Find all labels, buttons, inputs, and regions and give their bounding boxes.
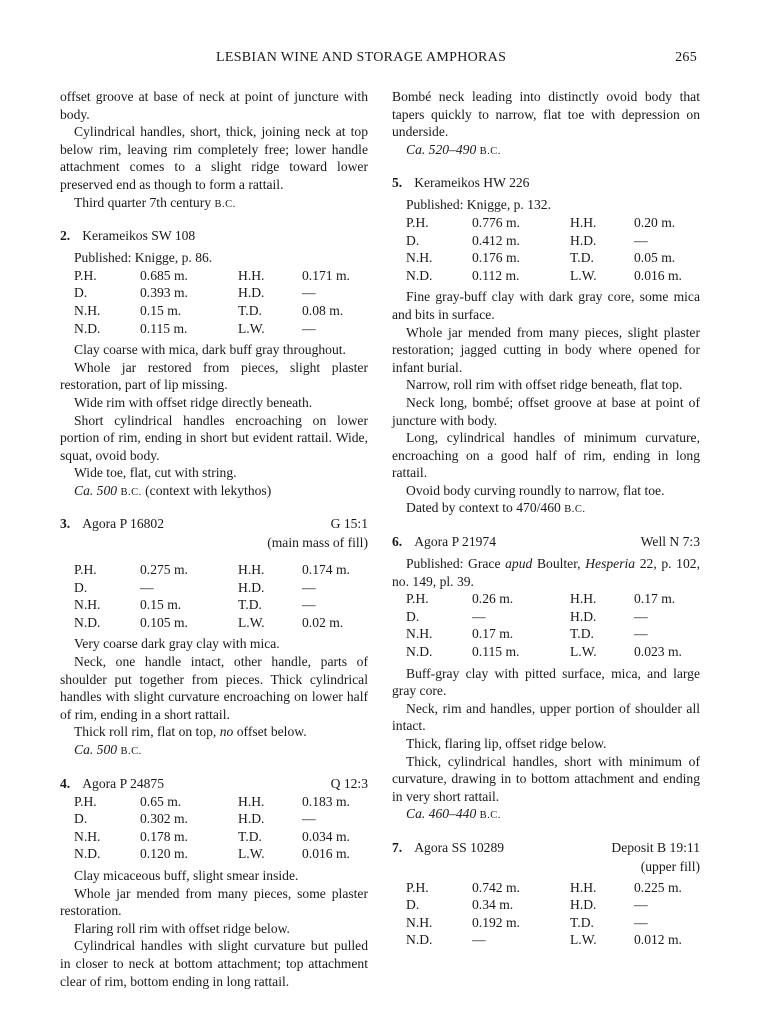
- table-cell: —: [472, 608, 486, 624]
- table-cell: 0.178 m.: [140, 828, 188, 844]
- table-cell: T.D.: [238, 597, 262, 613]
- table-row: [406, 590, 698, 608]
- paragraph: Whole jar restored from pieces, slight plaster restoration, part of lip missing.: [60, 359, 368, 393]
- text-fragment: Boulter,: [536, 556, 581, 572]
- table-cell: L.W.: [238, 614, 265, 630]
- table-row: [406, 625, 698, 643]
- table-cell: 0.776 m.: [472, 214, 520, 230]
- table-row: [74, 793, 366, 811]
- measurements-table: [406, 590, 698, 660]
- table-cell: 0.20 m.: [634, 214, 676, 230]
- deposit-note: (upper fill): [640, 858, 700, 874]
- table-cell: N.D.: [74, 614, 101, 630]
- table-cell: 0.225 m.: [634, 879, 682, 895]
- table-cell: 0.17 m.: [472, 626, 514, 642]
- table-cell: P.H.: [74, 267, 97, 283]
- table-row: [406, 896, 698, 914]
- table-row: [74, 810, 366, 828]
- table-cell: H.D.: [570, 897, 597, 913]
- entry-heading: [392, 533, 700, 551]
- paragraph: Buff-gray clay with pitted surface, mica, and large gray core.: [392, 665, 700, 699]
- date-line: [60, 482, 368, 502]
- table-cell: H.H.: [570, 214, 597, 230]
- entry-number: 4.: [60, 775, 71, 791]
- table-row: [74, 845, 366, 863]
- paragraph: Ovoid body curving roundly to narrow, flat toe.: [406, 482, 665, 498]
- table-cell: —: [634, 608, 648, 624]
- table-cell: H.D.: [570, 232, 597, 248]
- entry-heading: [60, 227, 368, 245]
- table-cell: 0.302 m.: [140, 811, 188, 827]
- publication-line: Published: Knigge, p. 86.: [74, 250, 213, 266]
- date-line: [392, 499, 700, 519]
- table-cell: —: [302, 811, 316, 827]
- table-cell: 0.65 m.: [140, 793, 182, 809]
- table-cell: —: [634, 626, 648, 642]
- table-cell: P.H.: [406, 214, 429, 230]
- table-cell: 0.115 m.: [472, 644, 520, 660]
- table-cell: 0.016 m.: [302, 846, 350, 862]
- date-text: Dated by context to 470/460: [406, 500, 561, 516]
- paragraph: Short cylindrical handles encroaching on lower portion of rim, ending in short but evident rattail. Wide, squat, ovoid body.: [60, 412, 368, 463]
- era-label: B.C.: [120, 486, 142, 498]
- paragraph: Bombé neck leading into distinctly ovoid body that tapers quickly to narrow, flat toe with depression on underside.: [392, 89, 700, 140]
- table-cell: H.D.: [238, 579, 265, 595]
- table-row: [406, 879, 698, 897]
- paragraph: [60, 723, 368, 741]
- date-text: Ca. 460–440: [406, 806, 477, 822]
- era-label: B.C.: [564, 504, 586, 516]
- table-cell: D.: [74, 579, 88, 595]
- measurements-table: [74, 267, 366, 337]
- table-cell: 0.08 m.: [302, 302, 344, 318]
- table-row: [74, 579, 366, 597]
- table-cell: 0.115 m.: [140, 320, 188, 336]
- table-cell: N.D.: [406, 267, 433, 283]
- table-row: [74, 596, 366, 614]
- table-cell: 0.176 m.: [472, 250, 520, 266]
- era-label: B.C.: [479, 145, 501, 157]
- paragraph: Cylindrical handles with slight curvature but pulled in closer to neck at bottom attachment; top attachment clear of rim, bottom ending in long rattail.: [60, 938, 368, 989]
- table-row: [406, 608, 698, 626]
- measurements-table: [74, 561, 366, 631]
- table-cell: 0.34 m.: [472, 897, 514, 913]
- table-cell: N.D.: [74, 320, 101, 336]
- table-cell: P.H.: [406, 879, 429, 895]
- paragraph: Wide rim with offset ridge directly beneath.: [74, 394, 313, 410]
- text-fragment: Thick roll rim, flat on top,: [74, 724, 217, 740]
- table-cell: D.: [74, 285, 88, 301]
- measurements-table: [74, 793, 366, 863]
- table-cell: —: [634, 232, 648, 248]
- table-cell: L.W.: [570, 932, 597, 948]
- paragraph: Whole jar mended from many pieces, slight plaster restoration; jagged cutting in body where opened for infant burial.: [392, 324, 700, 375]
- table-cell: —: [302, 320, 316, 336]
- running-header: [0, 50, 759, 70]
- paragraph: Clay micaceous buff, slight smear inside.: [74, 867, 299, 883]
- entry-name: Agora SS 10289: [414, 839, 505, 855]
- text-fragment: Published: Grace: [406, 556, 501, 572]
- publication-line: Published: Knigge, p. 132.: [406, 197, 551, 213]
- entry-heading: [60, 515, 368, 533]
- table-row: [74, 320, 366, 338]
- era-label: B.C.: [120, 746, 142, 757]
- paragraph: Flaring roll rim with offset ridge below.: [74, 920, 290, 936]
- date-line: [60, 741, 368, 761]
- table-cell: 0.034 m.: [302, 828, 350, 844]
- table-cell: 0.275 m.: [140, 562, 188, 578]
- table-cell: H.D.: [238, 811, 265, 827]
- table-row: [74, 284, 366, 302]
- entry-name: Agora P 21974: [414, 534, 497, 550]
- table-cell: 0.412 m.: [472, 232, 520, 248]
- entry-name: Kerameikos SW 108: [82, 228, 196, 244]
- table-cell: N.H.: [406, 626, 433, 642]
- entry-name: Kerameikos HW 226: [414, 175, 530, 191]
- entry-name: Agora P 16802: [82, 516, 165, 532]
- table-cell: N.D.: [406, 932, 433, 948]
- table-cell: 0.26 m.: [472, 591, 514, 607]
- table-cell: D.: [406, 232, 420, 248]
- table-cell: N.H.: [74, 302, 101, 318]
- entry-number: 3.: [60, 516, 71, 532]
- table-row: [74, 828, 366, 846]
- table-cell: L.W.: [570, 644, 597, 660]
- table-cell: T.D.: [238, 828, 262, 844]
- table-cell: P.H.: [74, 793, 97, 809]
- paragraph: Cylindrical handles, short, thick, joining neck at top below rim, leaving rim completely free; lower handle attachment comes to a slight ridge toward lower preserved end as though to form a rattail.: [60, 124, 368, 192]
- table-cell: 0.685 m.: [140, 267, 188, 283]
- table-cell: 0.171 m.: [302, 267, 350, 283]
- table-row: [406, 643, 698, 661]
- paragraph: Long, cylindrical handles of minimum curvature, encroaching on a good half of rim, ending in long rattail.: [392, 430, 700, 481]
- table-row: [74, 302, 366, 320]
- table-cell: 0.023 m.: [634, 644, 682, 660]
- entry-heading: [60, 775, 368, 793]
- table-cell: T.D.: [570, 250, 594, 266]
- date-line: [60, 194, 368, 214]
- table-cell: T.D.: [570, 626, 594, 642]
- text-fragment: Hesperia: [585, 556, 636, 572]
- table-cell: —: [634, 897, 648, 913]
- table-cell: 0.105 m.: [140, 614, 188, 630]
- table-cell: H.D.: [570, 608, 597, 624]
- table-cell: N.D.: [74, 846, 101, 862]
- text-fragment: offset below.: [236, 724, 307, 740]
- table-cell: H.H.: [238, 793, 265, 809]
- table-cell: 0.183 m.: [302, 793, 350, 809]
- table-cell: —: [302, 597, 316, 613]
- entry-heading: [392, 174, 700, 192]
- table-row: [74, 267, 366, 285]
- table-cell: —: [302, 285, 316, 301]
- paragraph: Whole jar mended from many pieces, some plaster restoration.: [60, 885, 368, 919]
- table-cell: 0.05 m.: [634, 250, 676, 266]
- table-cell: 0.15 m.: [140, 302, 182, 318]
- deposit-label: Deposit B 19:11: [611, 839, 700, 855]
- deposit-label: Q 12:3: [330, 775, 368, 791]
- date-text: Ca. 520–490: [406, 141, 477, 157]
- table-row: [74, 561, 366, 579]
- table-row: [406, 214, 698, 232]
- table-cell: 0.192 m.: [472, 914, 520, 930]
- table-cell: 0.15 m.: [140, 597, 182, 613]
- table-cell: N.H.: [74, 597, 101, 613]
- table-cell: T.D.: [238, 302, 262, 318]
- table-cell: 0.02 m.: [302, 614, 344, 630]
- table-cell: 0.393 m.: [140, 285, 188, 301]
- table-cell: —: [634, 914, 648, 930]
- table-cell: H.H.: [570, 879, 597, 895]
- table-cell: D.: [406, 897, 420, 913]
- entry-heading: [392, 839, 700, 857]
- date-text: Ca. 500: [74, 482, 118, 498]
- text-fragment: apud: [505, 556, 533, 572]
- date-text: Third quarter 7th century: [74, 194, 212, 210]
- running-title: LESBIAN WINE AND STORAGE AMPHORAS: [216, 50, 507, 65]
- table-cell: L.W.: [238, 846, 265, 862]
- table-cell: H.H.: [238, 267, 265, 283]
- entry-number: 2.: [60, 228, 71, 244]
- table-cell: L.W.: [570, 267, 597, 283]
- table-row: [406, 249, 698, 267]
- era-label: B.C.: [479, 810, 501, 822]
- date-line: [392, 141, 700, 161]
- entry-number: 5.: [392, 175, 403, 191]
- left-column: [60, 88, 368, 990]
- table-cell: H.D.: [238, 285, 265, 301]
- entry-number: 7.: [392, 839, 403, 855]
- table-cell: —: [472, 932, 486, 948]
- table-cell: L.W.: [238, 320, 265, 336]
- date-text: Ca. 500: [74, 742, 118, 757]
- measurements-table: [406, 214, 698, 284]
- table-cell: H.H.: [238, 562, 265, 578]
- entry-name: Agora P 24875: [82, 775, 165, 791]
- table-row: [406, 931, 698, 949]
- paragraph: Neck long, bombé; offset groove at base at point of juncture with body.: [392, 394, 700, 428]
- paragraph: Wide toe, flat, cut with string.: [74, 465, 237, 481]
- paragraph: Neck, rim and handles, upper portion of shoulder all intact.: [392, 700, 700, 734]
- era-label: B.C.: [214, 198, 236, 210]
- table-cell: N.D.: [406, 644, 433, 660]
- paragraph: Fine gray-buff clay with dark gray core, some mica and bits in surface.: [392, 289, 700, 322]
- table-cell: —: [302, 579, 316, 595]
- table-cell: D.: [406, 608, 420, 624]
- paragraph: offset groove at base of neck at point of juncture with body.: [60, 89, 368, 122]
- table-cell: 0.016 m.: [634, 267, 682, 283]
- table-cell: H.H.: [570, 591, 597, 607]
- table-row: [406, 267, 698, 285]
- table-cell: D.: [74, 811, 88, 827]
- table-row: [406, 232, 698, 250]
- measurements-table: [406, 879, 698, 949]
- publication-line: [392, 555, 700, 590]
- paragraph: Narrow, roll rim with offset ridge beneath, flat top.: [406, 377, 683, 393]
- table-cell: 0.17 m.: [634, 591, 676, 607]
- table-cell: —: [140, 579, 154, 595]
- deposit-label: Well N 7:3: [640, 534, 700, 550]
- table-row: [406, 914, 698, 932]
- text-fragment: no: [219, 724, 234, 740]
- table-cell: N.H.: [74, 828, 101, 844]
- paragraph: Thick, cylindrical handles, short with minimum of curvature, drawing in to bottom attachment and ending in very short rattail.: [392, 753, 700, 804]
- paragraph: Neck, one handle intact, other handle, parts of shoulder put together from pieces. Thick cylindrical handles with slight curvature encroaching on lower half of rim, ending in a short rattail.: [60, 654, 368, 722]
- table-row: [74, 614, 366, 632]
- paragraph: Clay coarse with mica, dark buff gray throughout.: [74, 342, 346, 358]
- table-cell: N.H.: [406, 250, 433, 266]
- right-column: [392, 88, 700, 949]
- text-fragment: 22, p. 102, no. 149, pl. 39.: [392, 556, 700, 589]
- table-cell: 0.012 m.: [634, 932, 682, 948]
- table-cell: T.D.: [570, 914, 594, 930]
- paragraph: Thick, flaring lip, offset ridge below.: [406, 736, 607, 751]
- table-cell: 0.120 m.: [140, 846, 188, 862]
- deposit-note: (main mass of fill): [267, 535, 368, 551]
- table-cell: P.H.: [406, 591, 429, 607]
- page-number: 265: [675, 50, 697, 65]
- table-cell: P.H.: [74, 562, 97, 578]
- table-cell: 0.112 m.: [472, 267, 520, 283]
- deposit-label: G 15:1: [330, 516, 368, 532]
- date-note: (context with lekythos): [145, 482, 272, 498]
- entry-number: 6.: [392, 534, 403, 550]
- paragraph: Very coarse dark gray clay with mica.: [74, 636, 280, 652]
- table-cell: 0.174 m.: [302, 562, 350, 578]
- date-line: [392, 805, 700, 825]
- table-cell: 0.742 m.: [472, 879, 520, 895]
- table-cell: N.H.: [406, 914, 433, 930]
